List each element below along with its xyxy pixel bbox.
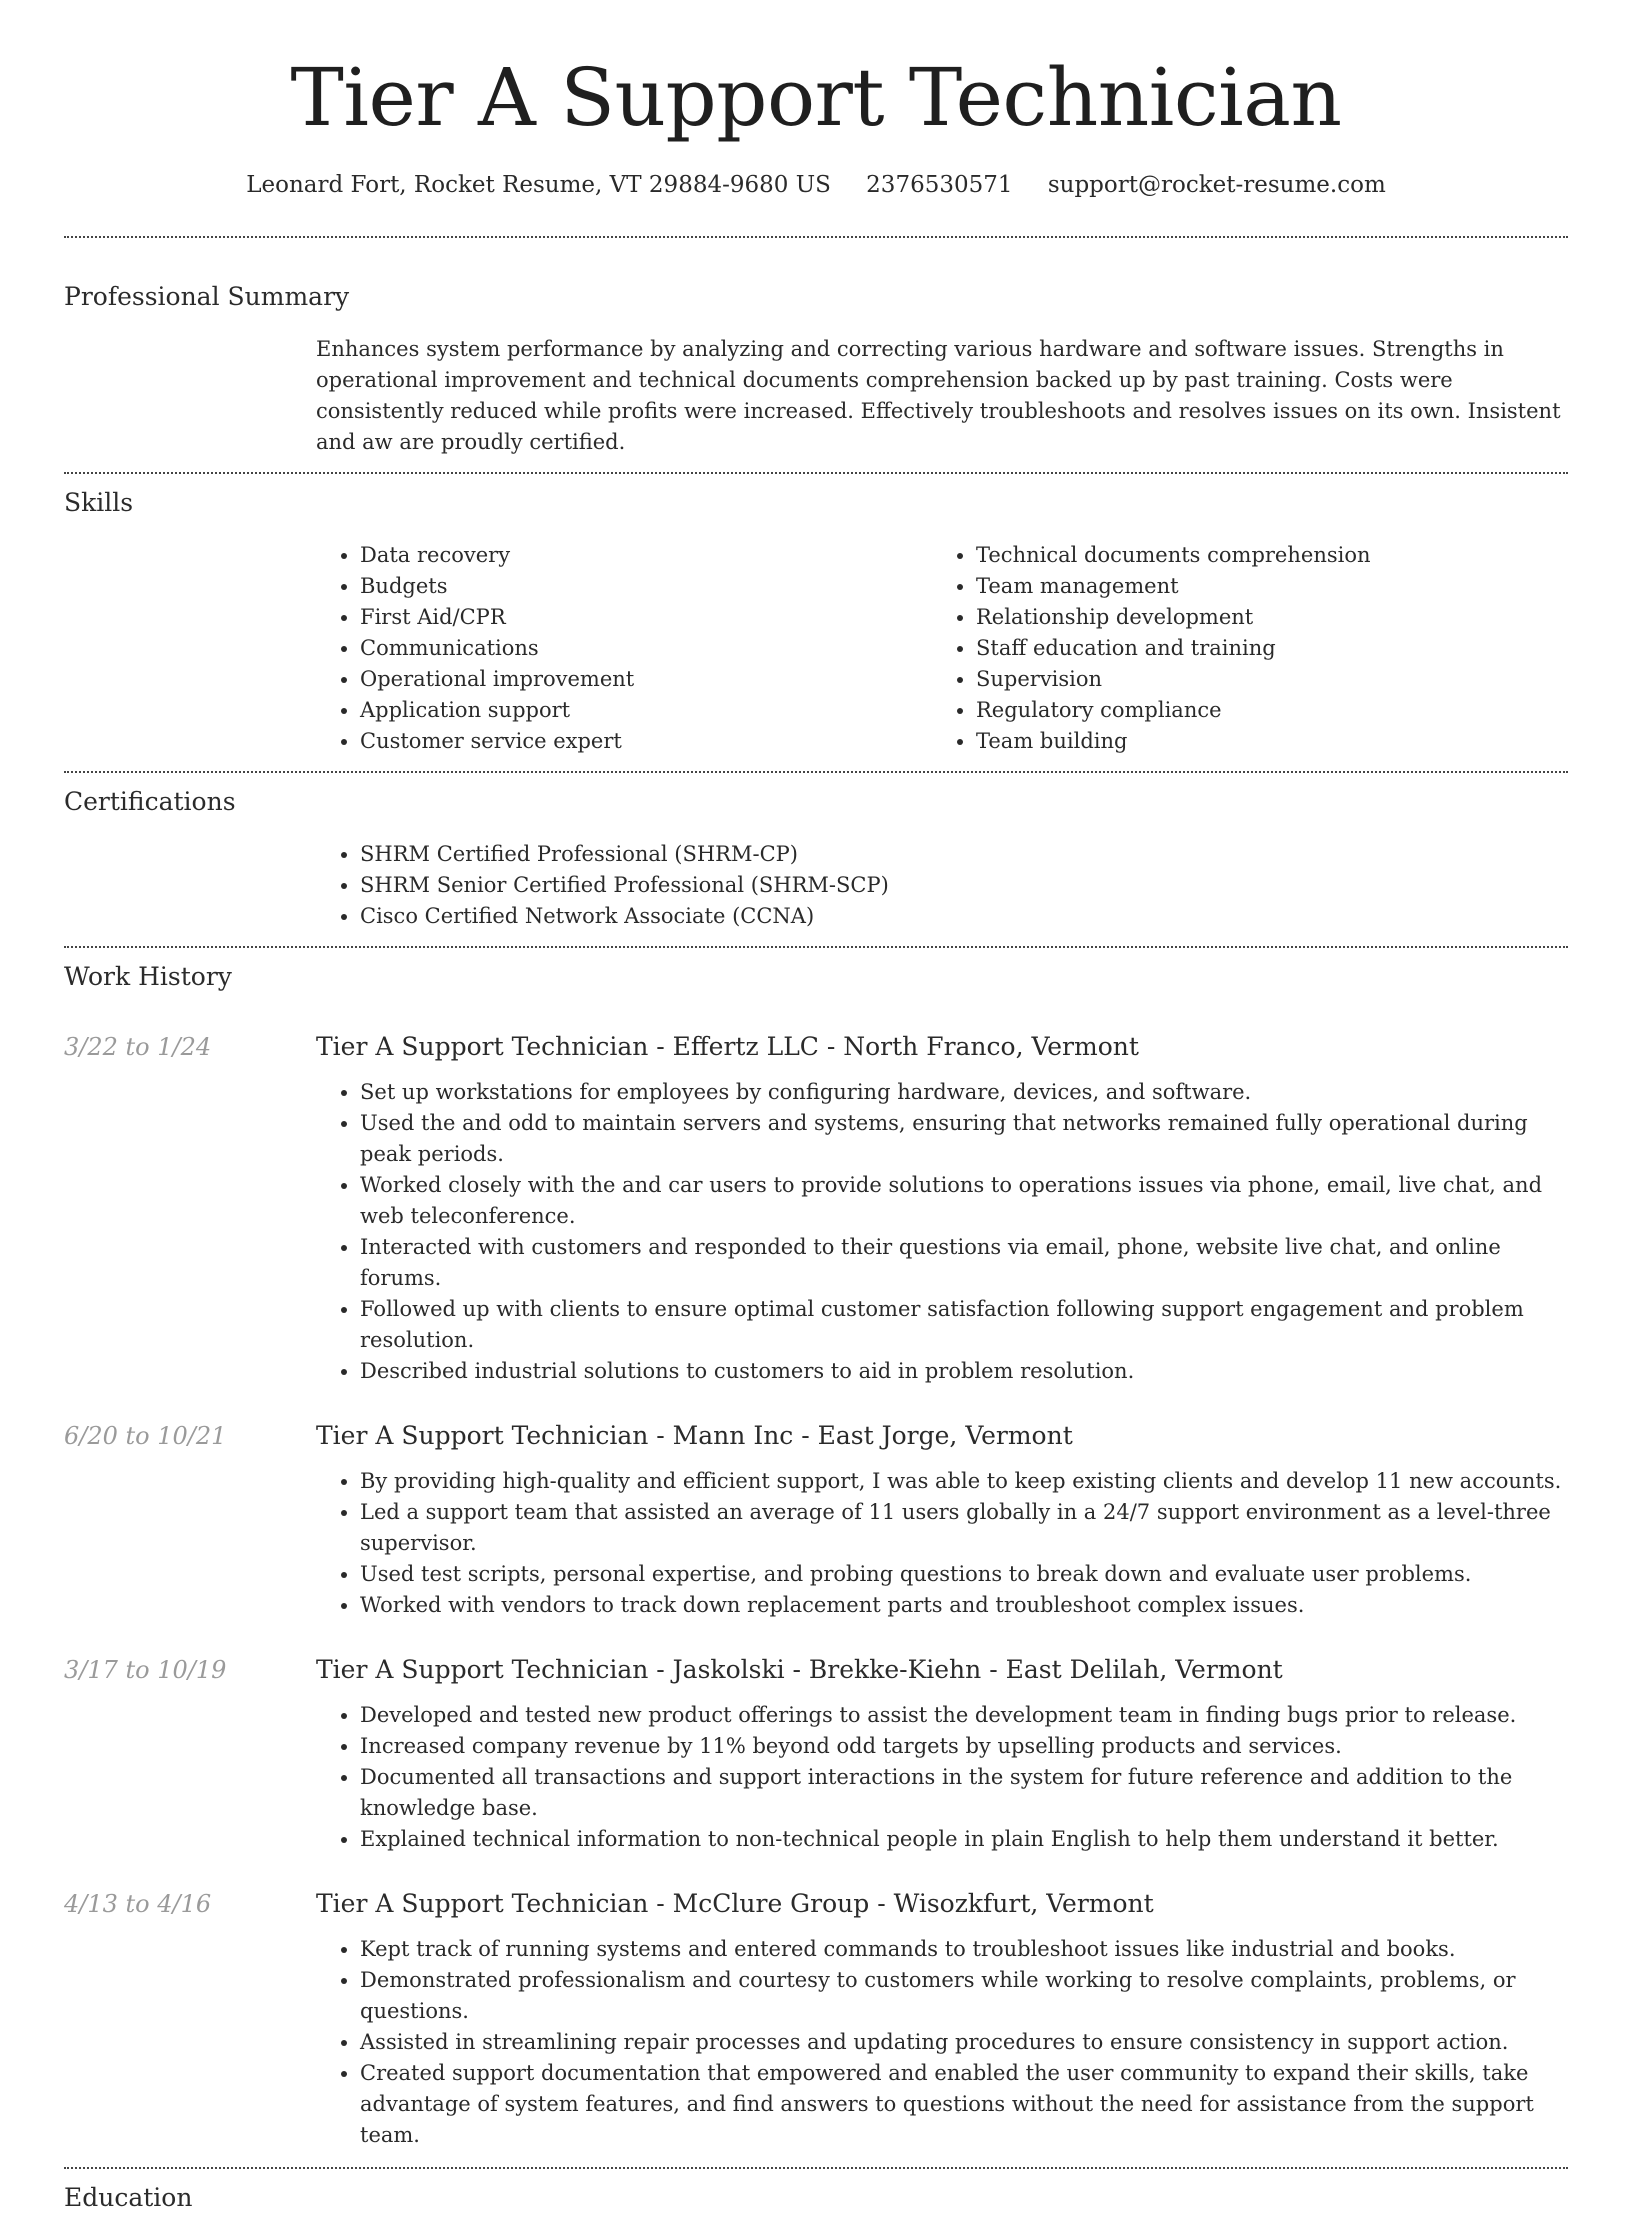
- contact-address: Leonard Fort, Rocket Resume, VT 29884-9680 US: [246, 172, 831, 198]
- certification-item: • SHRM Certified Professional (SHRM-CP): [360, 839, 1568, 870]
- certifications-list: [316, 839, 1568, 932]
- section-title-work-history: Work History: [64, 962, 232, 991]
- skills-section: [64, 474, 1568, 771]
- contact-email: support@rocket-resume.com: [1047, 172, 1386, 198]
- job-duty: • Developed and tested new product offerings to assist the development team in finding bugs prior to release.: [360, 1700, 1568, 1731]
- job-duty: • Worked closely with the and car users to provide solutions to operations issues via phone, email, live chat, and web teleconference.: [360, 1170, 1568, 1232]
- section-title-education: Education: [64, 2183, 193, 2212]
- skill-item: • Budgets: [360, 571, 932, 602]
- job-duty: • Followed up with clients to ensure optimal customer satisfaction following support engagement and problem resolution.: [360, 1294, 1568, 1356]
- skill-item: • Team building: [976, 726, 1548, 757]
- job-duty: • Explained technical information to non-technical people in plain English to help them understand it better.: [360, 1824, 1568, 1855]
- job-entry: [64, 1889, 1568, 2151]
- job-entry: [64, 1655, 1568, 1855]
- education-section: [64, 2169, 1568, 2213]
- job-duties: [316, 1700, 1568, 1855]
- section-title-skills: Skills: [64, 488, 134, 517]
- job-duty: • Increased company revenue by 11% beyond odd targets by upselling products and services.: [360, 1731, 1568, 1762]
- skill-item: • Data recovery: [360, 540, 932, 571]
- job-title: Tier A Support Technician - McClure Group - Wisozkfurt, Vermont: [316, 1889, 1154, 1918]
- job-title: Tier A Support Technician - Mann Inc - East Jorge, Vermont: [316, 1421, 1073, 1450]
- job-title: Tier A Support Technician - Jaskolski - Brekke-Kiehn - East Delilah, Vermont: [316, 1655, 1283, 1684]
- skills-list-left: [316, 540, 932, 757]
- skills-grid: [316, 540, 1568, 757]
- job-duties: [316, 1934, 1568, 2151]
- resume-header: [64, 0, 1568, 198]
- summary-text: Enhances system performance by analyzing and correcting various hardware and software issues. Strengths in operational improvement and technical documents comprehension backed up by past training. Costs were consistently reduced while profits were increased. Effectively troubleshoots and resolves issues on its own. Insistent and aw are proudly certified.: [316, 337, 1561, 454]
- job-duty: • Demonstrated professionalism and courtesy to customers while working to resolve complaints, problems, or questions.: [360, 1965, 1568, 2027]
- skill-item: • Team management: [976, 571, 1548, 602]
- job-duties: [316, 1466, 1568, 1621]
- candidate-name: Tier A Support Technician: [290, 51, 1342, 144]
- certification-item: • Cisco Certified Network Associate (CCNA): [360, 901, 1568, 932]
- skill-item: • Application support: [360, 695, 932, 726]
- job-duty: • Assisted in streamlining repair processes and updating procedures to ensure consistency in support action.: [360, 2027, 1568, 2058]
- job-duty: • Used test scripts, personal expertise, and probing questions to break down and evaluate user problems.: [360, 1559, 1568, 1590]
- summary-section: [64, 238, 1568, 472]
- job-duty: • Set up workstations for employees by configuring hardware, devices, and software.: [360, 1077, 1568, 1108]
- section-title-summary: Professional Summary: [64, 282, 350, 311]
- job-duty: • Described industrial solutions to customers to aid in problem resolution.: [360, 1356, 1568, 1387]
- job-dates: 3/22 to 1/24: [64, 1033, 212, 1061]
- job-duty: • Created support documentation that empowered and enabled the user community to expand their skills, take advantage of system features, and find answers to questions without the need for assistance from the support team.: [360, 2058, 1568, 2151]
- section-title-certifications: Certifications: [64, 787, 236, 816]
- skill-item: • Regulatory compliance: [976, 695, 1548, 726]
- job-entry: [64, 1032, 1568, 1387]
- skill-item: • Relationship development: [976, 602, 1548, 633]
- skill-item: • Staff education and training: [976, 633, 1548, 664]
- job-duty: • Kept track of running systems and entered commands to troubleshoot issues like industrial and books.: [360, 1934, 1568, 1965]
- contact-line: [64, 172, 1568, 198]
- job-duty: • Led a support team that assisted an average of 11 users globally in a 24/7 support environment as a level-three supervisor.: [360, 1497, 1568, 1559]
- job-duties: [316, 1077, 1568, 1387]
- job-dates: 3/17 to 10/19: [64, 1656, 227, 1684]
- skills-list-right: [932, 540, 1548, 757]
- job-duty: • Used the and odd to maintain servers and systems, ensuring that networks remained fully operational during peak periods.: [360, 1108, 1568, 1170]
- contact-phone: 2376530571: [866, 172, 1013, 198]
- job-duty: • By providing high-quality and efficient support, I was able to keep existing clients and develop 11 new accounts.: [360, 1466, 1568, 1497]
- skill-item: • Technical documents comprehension: [976, 540, 1548, 571]
- job-duty: • Worked with vendors to track down replacement parts and troubleshoot complex issues.: [360, 1590, 1568, 1621]
- certification-item: • SHRM Senior Certified Professional (SHRM-SCP): [360, 870, 1568, 901]
- skill-item: • Supervision: [976, 664, 1548, 695]
- job-dates: 4/13 to 4/16: [64, 1890, 212, 1918]
- certifications-section: [64, 773, 1568, 946]
- job-title: Tier A Support Technician - Effertz LLC - North Franco, Vermont: [316, 1032, 1139, 1061]
- job-duty: • Documented all transactions and support interactions in the system for future reference and addition to the knowledge base.: [360, 1762, 1568, 1824]
- skill-item: • First Aid/CPR: [360, 602, 932, 633]
- job-entry: [64, 1421, 1568, 1621]
- skill-item: • Customer service expert: [360, 726, 932, 757]
- job-dates: 6/20 to 10/21: [64, 1422, 227, 1450]
- skill-item: • Operational improvement: [360, 664, 932, 695]
- skill-item: • Communications: [360, 633, 932, 664]
- job-duty: • Interacted with customers and responded to their questions via email, phone, website live chat, and online forums.: [360, 1232, 1568, 1294]
- work-history-section: [64, 948, 1568, 2151]
